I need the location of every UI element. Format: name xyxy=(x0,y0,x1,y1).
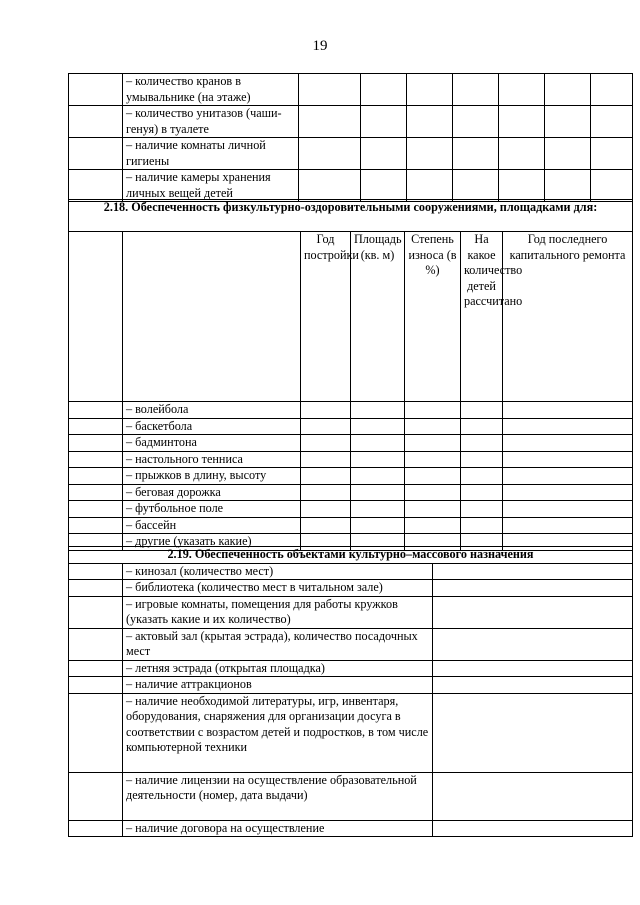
table-row xyxy=(69,74,633,106)
table-row xyxy=(69,484,633,501)
row-label: – наличие комнаты личной гигиены xyxy=(123,138,299,170)
row-label: – наличие лицензии на осуществление образовательной деятельности (номер, дата выдачи) xyxy=(123,772,433,820)
table-row xyxy=(69,820,633,837)
column-header: Год постройки xyxy=(301,232,351,402)
section-title-row xyxy=(69,547,633,564)
table-row xyxy=(69,693,633,772)
row-label: – бадминтона xyxy=(123,435,301,452)
row-label: – наличие необходимой литературы, игр, инвентаря, оборудования, снаряжения для организации досуга в соответствии с возрастом детей и подростков, в том числе компьютерной техники xyxy=(123,693,433,772)
table-row xyxy=(69,772,633,820)
facilities-table xyxy=(68,73,633,202)
row-label: – наличие камеры хранения личных вещей детей xyxy=(123,170,299,202)
row-label: – игровые комнаты, помещения для работы кружков (указать какие и их количество) xyxy=(123,596,433,628)
column-header: Степень износа (в %) xyxy=(405,232,461,402)
table-row xyxy=(69,468,633,485)
table-row xyxy=(69,418,633,435)
row-label: – беговая дорожка xyxy=(123,484,301,501)
header-row xyxy=(69,232,633,402)
row-label: – настольного тенниса xyxy=(123,451,301,468)
table-row xyxy=(69,580,633,597)
section-title: 2.18. Обеспеченность физкультурно-оздоровительными сооружениями, площадками для: xyxy=(69,200,633,232)
sports-facilities-table xyxy=(68,199,633,551)
table-row xyxy=(69,677,633,694)
table-row xyxy=(69,596,633,628)
row-label: – наличие аттракционов xyxy=(123,677,433,694)
page-number: 19 xyxy=(312,38,328,54)
row-label: – летняя эстрада (открытая площадка) xyxy=(123,660,433,677)
table-row xyxy=(69,628,633,660)
table-row xyxy=(69,435,633,452)
table-row xyxy=(69,660,633,677)
row-label: – баскетбола xyxy=(123,418,301,435)
table-row xyxy=(69,138,633,170)
column-header: На какое количество детей рассчитано xyxy=(461,232,503,402)
row-label: – наличие договора на осуществление xyxy=(123,820,433,837)
table-row xyxy=(69,451,633,468)
cultural-facilities-table xyxy=(68,546,633,837)
row-label: – прыжков в длину, высоту xyxy=(123,468,301,485)
row-label: – волейбола xyxy=(123,402,301,419)
row-label: – бассейн xyxy=(123,517,301,534)
table-row xyxy=(69,106,633,138)
section-title: 2.19. Обеспеченность объектами культурно–массового назначения xyxy=(69,547,633,564)
table-row xyxy=(69,563,633,580)
section-title-row xyxy=(69,200,633,232)
table-row xyxy=(69,402,633,419)
row-label: – актовый зал (крытая эстрада), количество посадочных мест xyxy=(123,628,433,660)
table-row xyxy=(69,170,633,202)
table-row xyxy=(69,517,633,534)
column-header: Год последнего капитального ремонта xyxy=(503,232,633,402)
row-label: – другие (указать какие) xyxy=(123,534,301,551)
table-row xyxy=(69,501,633,518)
column-header: Площадь (кв. м) xyxy=(351,232,405,402)
row-label: – количество унитазов (чаши-генуя) в туалете xyxy=(123,106,299,138)
row-label: – количество кранов в умывальнике (на этаже) xyxy=(123,74,299,106)
row-label: – библиотека (количество мест в читальном зале) xyxy=(123,580,433,597)
row-label: – футбольное поле xyxy=(123,501,301,518)
row-label: – кинозал (количество мест) xyxy=(123,563,433,580)
